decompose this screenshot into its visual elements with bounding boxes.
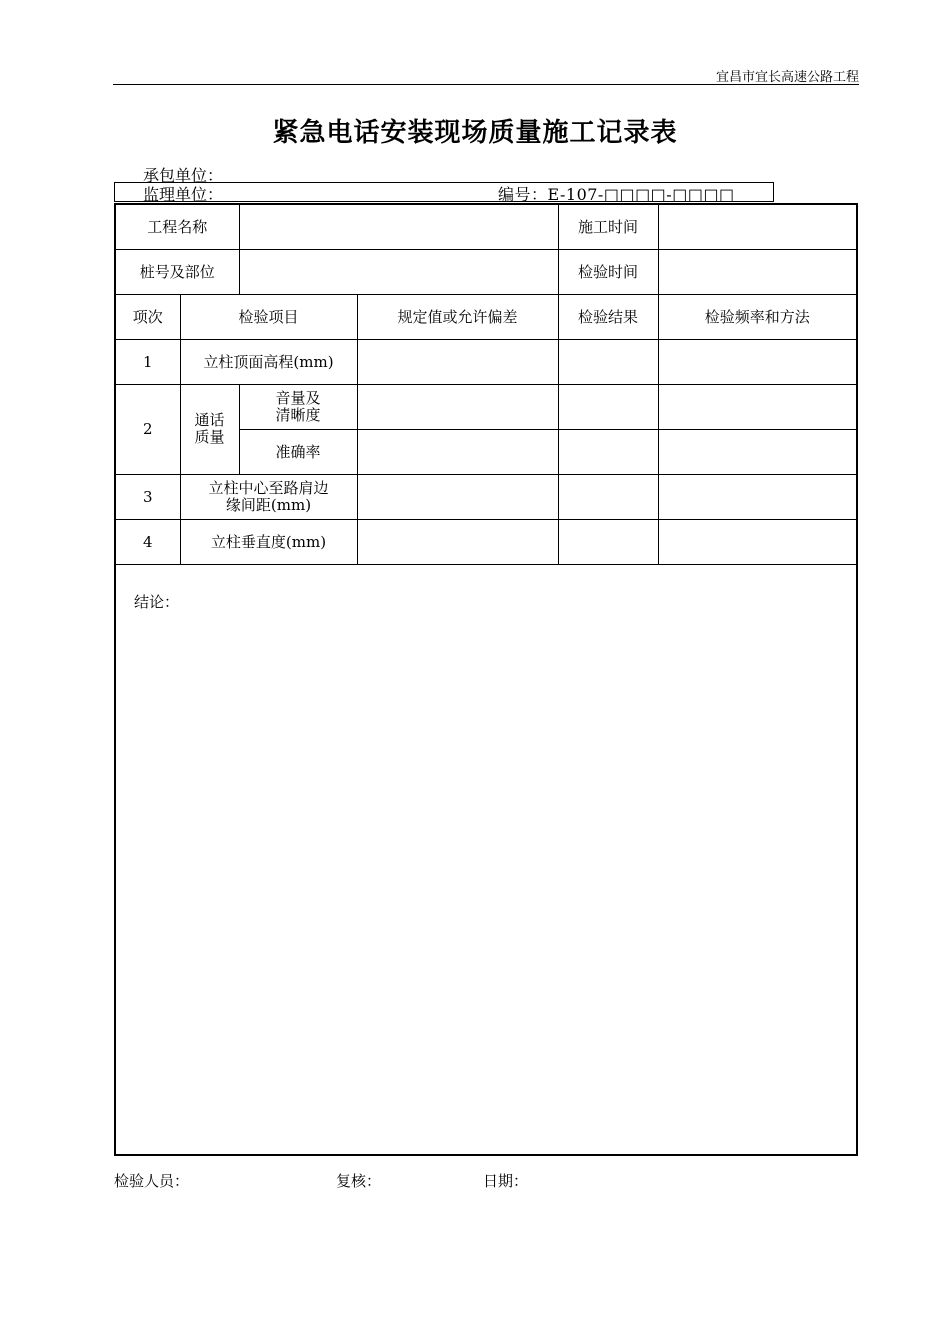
item-name: 立柱垂直度(mm) [180, 519, 357, 564]
inspector-label: 检验人员： [114, 1172, 190, 1190]
post-distance-label: 立柱中心至路肩边缘间距(mm) [208, 478, 329, 514]
col-spec-header: 规定值或允许偏差 [357, 294, 558, 339]
review-label: 复核： [336, 1172, 382, 1190]
page-title: 紧急电话安装现场质量施工记录表 [272, 118, 678, 148]
station-field[interactable] [239, 249, 558, 294]
conclusion-field[interactable] [115, 564, 857, 1155]
item-no: 3 [115, 474, 180, 519]
inspection-time-label: 检验时间 [558, 249, 658, 294]
col-method-header: 检验频率和方法 [658, 294, 857, 339]
method-field[interactable] [658, 339, 857, 384]
project-header: 宜昌市宜长高速公路工程 [715, 70, 859, 85]
supervisor-label: 监理单位： [143, 185, 224, 204]
column-header-row [115, 294, 857, 339]
item-no: 1 [115, 339, 180, 384]
project-name-label: 工程名称 [115, 204, 239, 249]
conclusion-row [115, 564, 857, 1155]
date-label: 日期： [483, 1172, 529, 1190]
document-number: 编号：E-107-□□□□-□□□□ [498, 185, 735, 204]
col-item-header: 检验项目 [180, 294, 357, 339]
method-field[interactable] [658, 519, 857, 564]
header-divider [113, 84, 859, 85]
method-field[interactable] [658, 384, 857, 429]
col-item-no-header: 项次 [115, 294, 180, 339]
sub-item-name: 准确率 [239, 429, 357, 474]
result-field[interactable] [558, 429, 658, 474]
conclusion-label: 结论： [134, 592, 180, 611]
spec-field[interactable] [357, 384, 558, 429]
item-name: 立柱顶面高程(mm) [180, 339, 357, 384]
item-name [180, 474, 357, 519]
result-field[interactable] [558, 519, 658, 564]
project-name-row [115, 204, 857, 249]
table-row [115, 339, 857, 384]
inspection-form-table [114, 203, 858, 1156]
result-field[interactable] [558, 384, 658, 429]
inspection-time-field[interactable] [658, 249, 857, 294]
result-field[interactable] [558, 339, 658, 384]
construction-time-field[interactable] [658, 204, 857, 249]
spec-field[interactable] [357, 339, 558, 384]
station-label: 桩号及部位 [115, 249, 239, 294]
table-row [115, 474, 857, 519]
project-name-field[interactable] [239, 204, 558, 249]
item-no: 4 [115, 519, 180, 564]
spec-field[interactable] [357, 474, 558, 519]
method-field[interactable] [658, 429, 857, 474]
volume-clarity-label: 音量及清晰度 [275, 388, 321, 424]
construction-time-label: 施工时间 [558, 204, 658, 249]
sub-item-name [239, 384, 357, 429]
station-row [115, 249, 857, 294]
item-name [180, 384, 239, 474]
result-field[interactable] [558, 474, 658, 519]
call-quality-label: 通话质量 [194, 411, 225, 446]
col-result-header: 检验结果 [558, 294, 658, 339]
method-field[interactable] [658, 474, 857, 519]
contractor-label: 承包单位： [143, 166, 224, 185]
item-no: 2 [115, 384, 180, 474]
table-row [115, 519, 857, 564]
table-row [115, 384, 857, 429]
spec-field[interactable] [357, 429, 558, 474]
spec-field[interactable] [357, 519, 558, 564]
